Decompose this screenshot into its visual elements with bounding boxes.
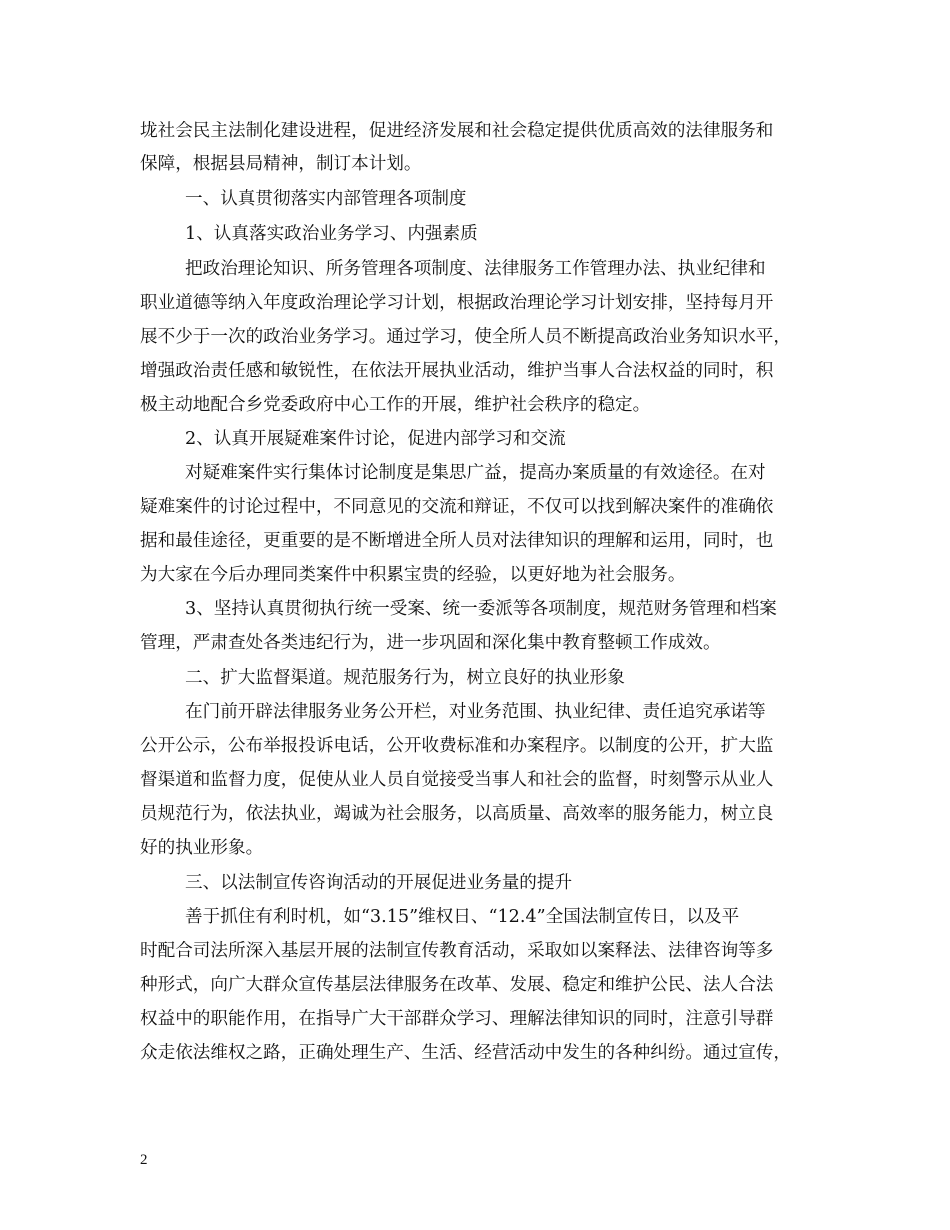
text-line: 展不少于一次的政治业务学习。通过学习，使全所人员不断提高政治业务知识水平， [140,327,791,347]
text-line: 督渠道和监督力度，促使从业人员自觉接受当事人和社会的监督，时刻警示从业人 [140,770,774,790]
text-line: 保障，根据县局精神，制订本计划。 [140,154,422,174]
text-line: 公开公示，公布举报投诉电话，公开收费标准和办案程序。以制度的公开，扩大监 [140,736,774,756]
text-line: 极主动地配合乡党委政府中心工作的开展，维护社会秩序的稳定。 [140,395,651,415]
section-heading: 二、扩大监督渠道。规范服务行为，树立良好的执业形象 [185,668,625,688]
section-heading: 三、以法制宣传咨询活动的开展促进业务量的提升 [185,873,573,893]
text-line: 在门前开辟法律服务业务公开栏，对业务范围、执业纪律、责任追究承诺等 [185,702,766,722]
text-line: 增强政治责任感和敏锐性，在依法开展执业活动，维护当事人合法权益的同时，积 [140,361,774,381]
text-line: 为大家在今后办理同类案件中积累宝贵的经验，以更好地为社会服务。 [140,565,686,585]
text-line: 种形式，向广大群众宣传基层法律服务在改革、发展、稳定和维护公民、法人合法 [140,975,774,995]
text-line: 据和最佳途径，更重要的是不断增进全所人员对法律知识的理解和运用，同时，也 [140,531,774,551]
text-line: 3、坚持认真贯彻执行统一受案、统一委派等各项制度，规范财务管理和档案 [185,599,777,619]
section-heading: 一、认真贯彻落实内部管理各项制度 [185,189,467,209]
text-line: 员规范行为，依法执业，竭诚为社会服务，以高质量、高效率的服务能力，树立良 [140,804,774,824]
text-line: 疑难案件的讨论过程中，不同意见的交流和辩证，不仅可以找到解决案件的准确依 [140,497,774,517]
text-line: 职业道德等纳入年度政治理论学习计划，根据政治理论学习计划安排，坚持每月开 [140,293,774,313]
page-number: 2 [140,1152,148,1168]
text-line: 把政治理论知识、所务管理各项制度、法律服务工作管理办法、执业纪律和 [185,259,766,279]
text-line: 好的执业形象。 [140,838,264,858]
subsection-heading: 1、认真落实政治业务学习、内强素质 [185,224,478,244]
text-line: 垅社会民主法制化建设进程，促进经济发展和社会稳定提供优质高效的法律服务和 [140,121,774,141]
subsection-heading: 2、认真开展疑难案件讨论，促进内部学习和交流 [185,429,566,449]
text-line: 众走依法维权之路，正确处理生产、生活、经营活动中发生的各种纠纷。通过宣传， [140,1043,791,1063]
text-line: 对疑难案件实行集体讨论制度是集思广益，提高办案质量的有效途径。在对 [185,463,766,483]
text-line: 时配合司法所深入基层开展的法制宣传教育活动，采取如以案释法、法律咨询等多 [140,941,774,961]
text-line: 权益中的职能作用，在指导广大干部群众学习、理解法律知识的同时，注意引导群 [140,1009,774,1029]
text-line: 管理，严肃查处各类违纪行为，进一步巩固和深化集中教育整顿工作成效。 [140,633,721,653]
text-line: 善于抓住有利时机，如“3.15”维权日、“12.4”全国法制宣传日，以及平 [185,907,740,927]
